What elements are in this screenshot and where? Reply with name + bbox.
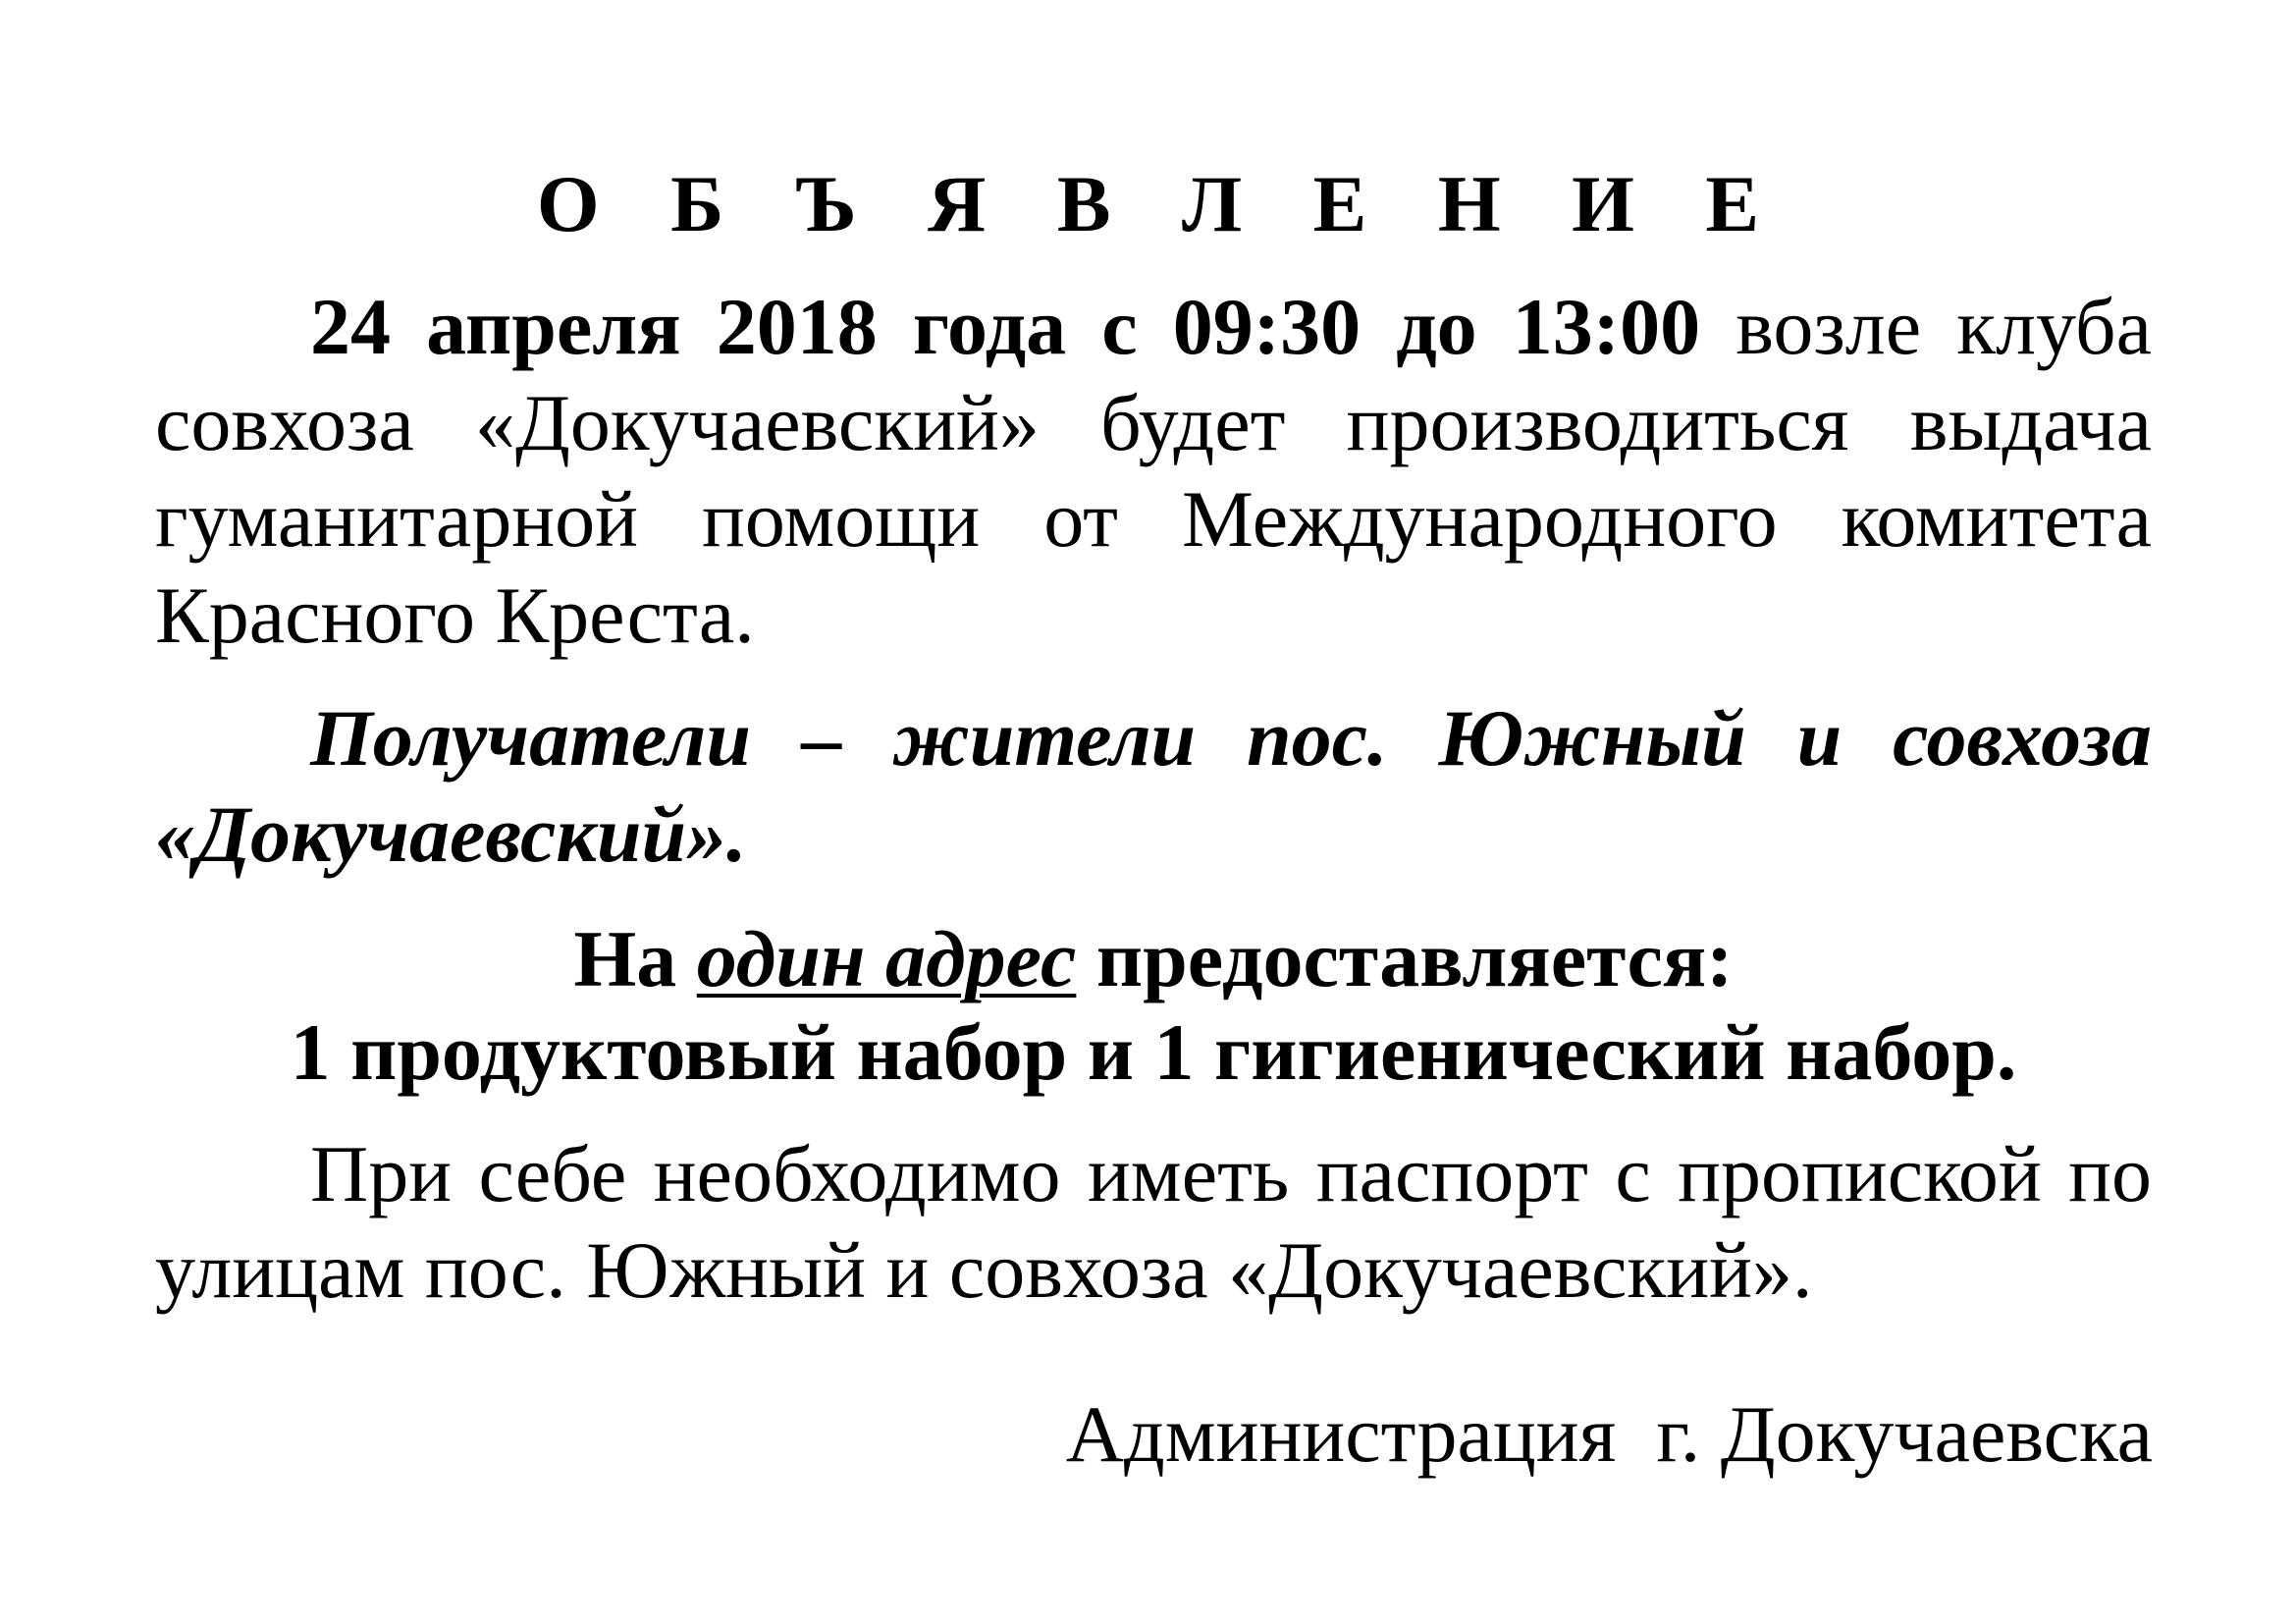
documents-text: При себе необходимо иметь паспорт с пропиской по улицам пос. Южный и совхоза «Докучаевский». <box>155 1129 2152 1315</box>
provision-underlined: один адрес <box>696 914 1077 1003</box>
provision-line-2: 1 продуктовый набор и 1 гигиенический набор. <box>290 1007 2017 1097</box>
provision-suffix: предоставляется: <box>1076 914 1734 1003</box>
recipients-text: Получатели – жители пос. Южный и совхоза «Докучаевский». <box>155 693 2152 879</box>
announcement-paragraph-main <box>155 279 2152 664</box>
event-details-text: возле клуба совхоза «Докучаевский» будет производиться выдача гуманитарной помощи от Международного комитета Красного Креста. <box>155 282 2152 660</box>
provision-prefix: На <box>573 914 697 1003</box>
event-date-time: 24 апреля 2018 года с 09:30 до 13:00 <box>310 282 1701 371</box>
signature: Администрация г. Докучаевска <box>1065 1389 2153 1479</box>
announcement-title: О Б Ъ Я В Л Е Н И Е <box>536 159 1786 248</box>
announcement-paragraph-documents <box>155 1126 2152 1319</box>
announcement-paragraph-recipients <box>155 690 2152 883</box>
provision-line-1 <box>155 911 2152 1007</box>
